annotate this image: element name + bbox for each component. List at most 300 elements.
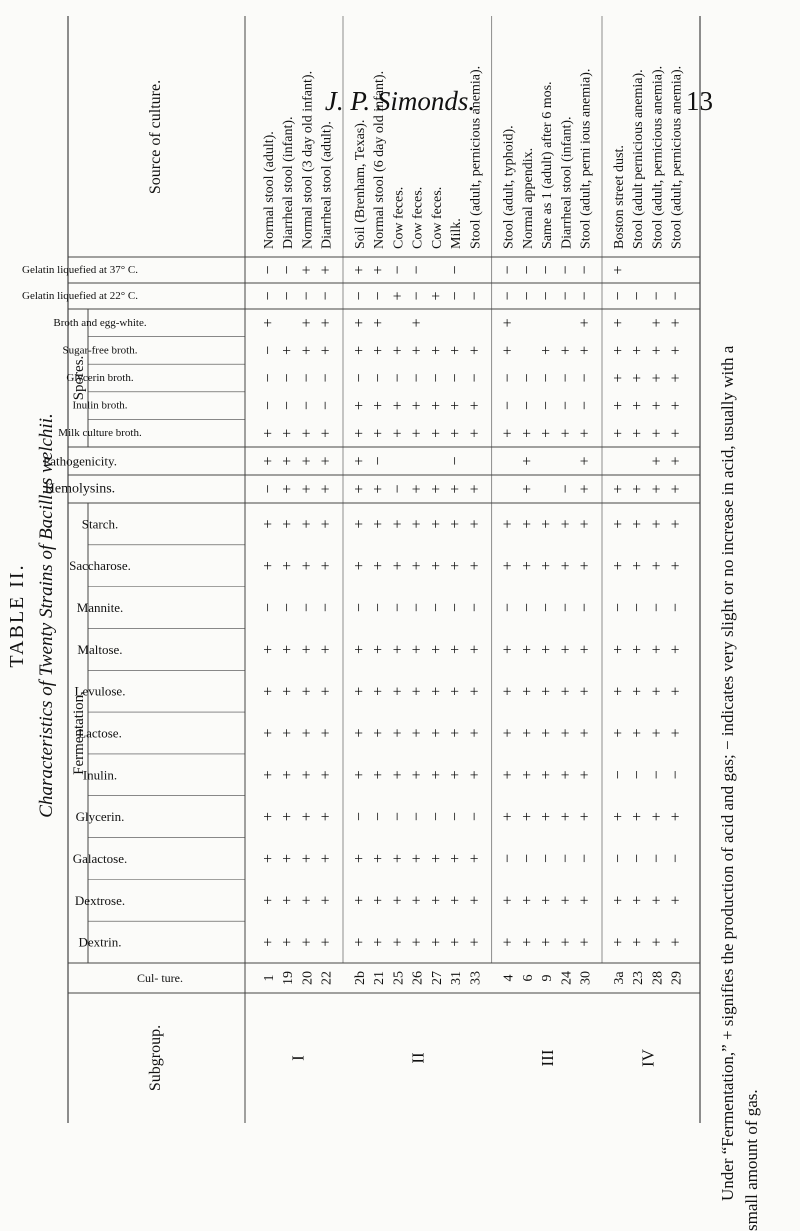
pathogenicity-result: + <box>259 456 277 466</box>
fermentation-result: − <box>447 812 465 822</box>
spores-result: + <box>667 345 685 355</box>
fermentation-result: + <box>370 561 388 571</box>
spores-result: + <box>427 401 445 411</box>
fermentation-result: + <box>259 937 277 947</box>
pathogenicity-result: − <box>370 456 388 466</box>
pathogenicity-result: + <box>518 456 536 466</box>
fermentation-result: + <box>370 770 388 780</box>
fermentation-result: + <box>259 728 277 738</box>
fermentation-result: + <box>629 812 647 822</box>
fermentation-result: + <box>466 895 484 905</box>
spores-header-4: Broth and egg-white. <box>53 316 147 329</box>
fermentation-result: − <box>370 603 388 613</box>
spores-result: + <box>667 373 685 383</box>
fermentation-result: + <box>317 686 335 696</box>
fermentation-result: + <box>427 519 445 529</box>
footnote-line-1: Under “Fermentation,” + signifies the production of acid and gas; − indicates very slight or no increase in acid, usually with a <box>718 345 737 1201</box>
fermentation-result: − <box>499 853 517 863</box>
gelatin-22-result: + <box>427 291 445 301</box>
spores-result: + <box>576 345 594 355</box>
subgroup-label: IV <box>638 1049 658 1067</box>
fermentation-result: + <box>350 519 368 529</box>
spores-result: + <box>350 318 368 328</box>
source-text: Soil (Brenham, Texas). <box>352 119 368 249</box>
fermentation-result: + <box>298 812 316 822</box>
culture-header: Cul- ture. <box>137 971 183 985</box>
fermentation-result: − <box>466 603 484 613</box>
hemolysis-result: + <box>609 484 627 494</box>
fermentation-result: + <box>408 561 426 571</box>
fermentation-result: + <box>350 770 368 780</box>
spores-result: + <box>370 401 388 411</box>
fermentation-result: − <box>629 770 647 780</box>
fermentation-result: + <box>317 561 335 571</box>
fermentation-result: + <box>576 812 594 822</box>
gelatin-22-result: − <box>576 291 594 301</box>
fermentation-result: + <box>499 728 517 738</box>
fermentation-header-9: Saccharose. <box>69 558 131 574</box>
source-text: Normal stool (adult). <box>261 131 277 249</box>
source-text: Cow feces. <box>410 186 426 249</box>
fermentation-result: + <box>350 728 368 738</box>
hemolysis-result: + <box>298 484 316 494</box>
gelatin-37-result: − <box>518 265 536 275</box>
spores-result: + <box>427 428 445 438</box>
table-title: Characteristics of Twenty Strains of Bacillus welchii. <box>36 413 57 818</box>
spores-result: + <box>466 401 484 411</box>
gelatin-22-result: − <box>298 291 316 301</box>
fermentation-result: + <box>298 937 316 947</box>
spores-result: + <box>447 428 465 438</box>
fermentation-result: + <box>427 937 445 947</box>
fermentation-result: − <box>466 812 484 822</box>
hemolysis-result: + <box>317 484 335 494</box>
fermentation-result: + <box>370 644 388 654</box>
spores-result: − <box>317 401 335 411</box>
fermentation-header-1: Dextrose. <box>74 892 126 908</box>
spores-result: + <box>629 428 647 438</box>
gelatin-37-result: − <box>576 265 594 275</box>
spores-result: − <box>408 373 426 383</box>
fermentation-result: + <box>609 728 627 738</box>
hemolysis-result: + <box>279 484 297 494</box>
fermentation-result: − <box>518 603 536 613</box>
spores-result: − <box>466 373 484 383</box>
fermentation-result: + <box>499 686 517 696</box>
fermentation-header-7: Maltose. <box>77 641 123 657</box>
culture-number: 21 <box>372 971 388 985</box>
gelatin-37-result: − <box>279 265 297 275</box>
spores-result: − <box>557 401 575 411</box>
fermentation-result: − <box>648 770 666 780</box>
gelatin-37-result: + <box>317 265 335 275</box>
source-text: Diarrheal stool (infant). <box>559 116 575 249</box>
fermentation-header-3: Glycerin. <box>75 809 125 825</box>
spores-result: + <box>408 318 426 328</box>
fermentation-result: − <box>499 603 517 613</box>
fermentation-result: + <box>408 519 426 529</box>
fermentation-result: + <box>499 561 517 571</box>
spores-result: + <box>629 373 647 383</box>
spores-result: + <box>408 401 426 411</box>
fermentation-result: + <box>538 937 556 947</box>
fermentation-result: + <box>576 937 594 947</box>
spores-result: + <box>609 318 627 328</box>
spores-result: − <box>259 345 277 355</box>
gelatin-22-result: − <box>466 291 484 301</box>
fermentation-result: + <box>298 728 316 738</box>
gelatin-37-result: − <box>557 265 575 275</box>
fermentation-result: + <box>408 644 426 654</box>
fermentation-result: + <box>259 644 277 654</box>
fermentation-result: + <box>427 644 445 654</box>
fermentation-result: + <box>518 686 536 696</box>
fermentation-result: + <box>427 561 445 571</box>
fermentation-result: + <box>667 895 685 905</box>
fermentation-result: + <box>317 812 335 822</box>
fermentation-result: + <box>538 644 556 654</box>
fermentation-result: + <box>609 895 627 905</box>
culture-number: 20 <box>300 971 316 985</box>
source-text: Diarrheal stool (adult). <box>319 121 335 249</box>
gelatin-22-result: − <box>499 291 517 301</box>
gelatin-22-result: − <box>667 291 685 301</box>
gel37-header: Gelatin liquefied at 37° C. <box>22 264 138 276</box>
fermentation-result: + <box>499 644 517 654</box>
spores-result: + <box>259 318 277 328</box>
spores-result: + <box>667 428 685 438</box>
fermentation-result: + <box>447 644 465 654</box>
source-text: Milk. <box>449 218 465 249</box>
spores-result: − <box>427 373 445 383</box>
spores-result: + <box>408 428 426 438</box>
spores-result: + <box>317 345 335 355</box>
spores-result: + <box>576 428 594 438</box>
fermentation-result: + <box>370 519 388 529</box>
hemolysis-result: + <box>648 484 666 494</box>
pathogenicity-result: + <box>298 456 316 466</box>
fermentation-result: + <box>629 686 647 696</box>
gelatin-22-result: − <box>609 291 627 301</box>
footnote-line-2: small amount of gas. <box>742 1089 761 1231</box>
fermentation-result: + <box>370 686 388 696</box>
fermentation-result: − <box>648 853 666 863</box>
spores-result: − <box>389 373 407 383</box>
spores-result: − <box>298 401 316 411</box>
culture-number: 3a <box>611 971 627 985</box>
fermentation-result: − <box>298 603 316 613</box>
spores-result: + <box>298 318 316 328</box>
fermentation-result: + <box>466 937 484 947</box>
spores-result: + <box>317 318 335 328</box>
fermentation-result: − <box>518 853 536 863</box>
spores-result: + <box>538 345 556 355</box>
fermentation-result: + <box>317 728 335 738</box>
pathogenicity-result: + <box>648 456 666 466</box>
fermentation-result: + <box>648 561 666 571</box>
hemolysis-result: + <box>427 484 445 494</box>
culture-number: 2b <box>352 971 368 985</box>
spores-result: + <box>648 345 666 355</box>
fermentation-result: + <box>648 644 666 654</box>
spores-result: + <box>370 345 388 355</box>
gelatin-22-result: − <box>648 291 666 301</box>
fermentation-result: + <box>557 644 575 654</box>
source-text: Cow feces. <box>391 186 407 249</box>
fermentation-result: + <box>317 644 335 654</box>
gelatin-37-result: − <box>408 265 426 275</box>
fermentation-result: + <box>447 686 465 696</box>
gelatin-22-result: − <box>370 291 388 301</box>
fermentation-result: + <box>408 853 426 863</box>
hemolysis-result: + <box>576 484 594 494</box>
fermentation-result: − <box>427 603 445 613</box>
gelatin-22-result: − <box>317 291 335 301</box>
running-head-author: J. P. Simonds. <box>324 86 476 116</box>
pathogenicity-result: + <box>576 456 594 466</box>
fermentation-result: + <box>389 853 407 863</box>
hemolysis-header: Hemolysins. <box>44 481 116 497</box>
spores-result: + <box>576 318 594 328</box>
fermentation-result: + <box>538 728 556 738</box>
fermentation-result: + <box>408 686 426 696</box>
gelatin-22-result: − <box>557 291 575 301</box>
fermentation-result: + <box>557 812 575 822</box>
fermentation-result: + <box>259 895 277 905</box>
subgroup-label: II <box>408 1052 428 1064</box>
fermentation-result: + <box>466 770 484 780</box>
fermentation-result: + <box>279 812 297 822</box>
fermentation-result: + <box>298 561 316 571</box>
fermentation-result: − <box>629 853 647 863</box>
culture-number: 31 <box>449 971 465 985</box>
spores-header-1: Inulin broth. <box>72 399 128 412</box>
fermentation-result: − <box>317 603 335 613</box>
source-text: Normal stool (6 day old infant). <box>372 70 388 249</box>
fermentation-result: + <box>447 895 465 905</box>
fermentation-result: + <box>427 770 445 780</box>
pathogenicity-result: + <box>317 456 335 466</box>
gelatin-37-result: − <box>259 265 277 275</box>
hemolysis-result: + <box>447 484 465 494</box>
spores-result: − <box>447 373 465 383</box>
fermentation-result: − <box>389 603 407 613</box>
spores-result: + <box>466 428 484 438</box>
spores-result: − <box>499 401 517 411</box>
spores-result: + <box>499 428 517 438</box>
source-text: Stool (adult, perni ious anemia). <box>578 68 594 249</box>
fermentation-result: + <box>466 644 484 654</box>
fermentation-result: + <box>259 812 277 822</box>
table-label: TABLE II. <box>6 563 28 668</box>
culture-number: 24 <box>559 971 575 985</box>
fermentation-result: + <box>538 519 556 529</box>
fermentation-result: + <box>499 937 517 947</box>
fermentation-result: + <box>317 519 335 529</box>
pathogenicity-result: − <box>447 456 465 466</box>
fermentation-result: − <box>408 812 426 822</box>
fermentation-result: + <box>350 895 368 905</box>
hemolysis-result: + <box>667 484 685 494</box>
fermentation-result: + <box>317 895 335 905</box>
source-text: Normal appendix. <box>520 147 536 249</box>
fermentation-result: + <box>279 895 297 905</box>
subgroup-header: Subgroup. <box>147 1024 164 1092</box>
spores-result: + <box>609 428 627 438</box>
fermentation-result: + <box>538 770 556 780</box>
fermentation-result: + <box>279 519 297 529</box>
hemolysis-result: + <box>408 484 426 494</box>
fermentation-result: + <box>447 728 465 738</box>
spores-result: + <box>370 318 388 328</box>
spores-group-header: Spores. <box>71 355 87 401</box>
hemolysis-result: + <box>466 484 484 494</box>
spores-result: + <box>370 428 388 438</box>
spores-result: + <box>317 428 335 438</box>
spores-result: + <box>609 401 627 411</box>
fermentation-result: + <box>648 728 666 738</box>
fermentation-result: + <box>609 686 627 696</box>
gelatin-22-result: − <box>408 291 426 301</box>
source-text: Stool (adult, typhoid). <box>501 125 517 249</box>
fermentation-result: + <box>370 728 388 738</box>
fermentation-result: + <box>427 686 445 696</box>
fermentation-result: + <box>427 728 445 738</box>
hemolysis-result: + <box>518 484 536 494</box>
source-text: Stool (adult, pernicious anemia). <box>468 65 484 249</box>
source-text: Diarrheal stool (infant). <box>281 116 297 249</box>
fermentation-result: + <box>447 937 465 947</box>
fermentation-result: + <box>629 519 647 529</box>
spores-result: − <box>259 401 277 411</box>
fermentation-result: + <box>389 644 407 654</box>
spores-result: + <box>447 401 465 411</box>
fermentation-result: + <box>518 812 536 822</box>
spores-result: + <box>466 345 484 355</box>
source-header: Source of culture. <box>147 79 164 195</box>
fermentation-header-6: Levulose. <box>74 683 126 699</box>
fermentation-result: + <box>408 937 426 947</box>
spores-result: + <box>389 345 407 355</box>
fermentation-result: + <box>317 937 335 947</box>
spores-header-0: Milk culture broth. <box>58 427 142 440</box>
fermentation-result: + <box>538 686 556 696</box>
spores-result: + <box>350 428 368 438</box>
fermentation-result: + <box>259 686 277 696</box>
fermentation-result: + <box>576 770 594 780</box>
fermentation-result: − <box>447 603 465 613</box>
fermentation-result: + <box>298 895 316 905</box>
fermentation-result: + <box>447 853 465 863</box>
fermentation-result: + <box>648 519 666 529</box>
spores-result: + <box>298 428 316 438</box>
fermentation-result: + <box>427 895 445 905</box>
fermentation-result: + <box>576 728 594 738</box>
fermentation-header-4: Inulin. <box>82 767 118 783</box>
fermentation-result: − <box>557 853 575 863</box>
pathogenicity-result: + <box>667 456 685 466</box>
culture-number: 9 <box>540 974 556 982</box>
fermentation-result: − <box>427 812 445 822</box>
fermentation-result: − <box>350 603 368 613</box>
fermentation-result: + <box>538 895 556 905</box>
gelatin-22-result: − <box>259 291 277 301</box>
fermentation-result: − <box>350 812 368 822</box>
fermentation-result: + <box>298 686 316 696</box>
fermentation-result: + <box>317 853 335 863</box>
source-text: Normal stool (3 day old infant). <box>300 70 316 249</box>
fermentation-result: + <box>499 812 517 822</box>
fermentation-result: − <box>557 603 575 613</box>
spores-result: + <box>298 345 316 355</box>
fermentation-result: − <box>389 812 407 822</box>
culture-number: 29 <box>669 971 685 985</box>
fermentation-result: + <box>609 644 627 654</box>
spores-result: + <box>259 428 277 438</box>
fermentation-result: + <box>447 561 465 571</box>
fermentation-result: + <box>648 686 666 696</box>
spores-result: + <box>557 345 575 355</box>
fermentation-result: + <box>298 644 316 654</box>
spores-result: + <box>629 401 647 411</box>
fermentation-result: − <box>279 603 297 613</box>
gelatin-37-result: − <box>499 265 517 275</box>
spores-result: + <box>667 401 685 411</box>
gelatin-22-result: − <box>279 291 297 301</box>
spores-result: + <box>499 345 517 355</box>
fermentation-result: − <box>609 853 627 863</box>
culture-number: 22 <box>319 971 335 985</box>
fermentation-result: + <box>370 937 388 947</box>
page-number: 13 <box>686 86 713 116</box>
gelatin-22-result: − <box>447 291 465 301</box>
fermentation-result: − <box>538 853 556 863</box>
pathogenicity-header: Pathogenicity. <box>43 453 117 469</box>
spores-result: + <box>648 428 666 438</box>
fermentation-result: + <box>350 937 368 947</box>
fermentation-result: + <box>518 561 536 571</box>
fermentation-result: + <box>279 686 297 696</box>
gelatin-22-result: + <box>389 291 407 301</box>
fermentation-result: + <box>427 853 445 863</box>
fermentation-result: + <box>466 686 484 696</box>
fermentation-result: + <box>648 895 666 905</box>
fermentation-result: + <box>557 937 575 947</box>
spores-result: + <box>557 428 575 438</box>
culture-number: 30 <box>578 971 594 985</box>
fermentation-result: + <box>538 561 556 571</box>
fermentation-result: + <box>447 519 465 529</box>
fermentation-result: + <box>350 644 368 654</box>
spores-result: + <box>518 428 536 438</box>
fermentation-result: + <box>576 561 594 571</box>
fermentation-result: + <box>557 895 575 905</box>
fermentation-result: + <box>557 728 575 738</box>
fermentation-result: + <box>389 728 407 738</box>
source-text: Same as 1 (adult) after 6 mos. <box>540 81 556 249</box>
fermentation-result: + <box>557 561 575 571</box>
culture-number: 25 <box>391 971 407 985</box>
subgroup-label: I <box>288 1055 308 1061</box>
fermentation-result: + <box>350 853 368 863</box>
fermentation-result: − <box>667 603 685 613</box>
spores-result: + <box>408 345 426 355</box>
culture-number: 19 <box>281 971 297 985</box>
fermentation-result: + <box>408 770 426 780</box>
hemolysis-result: + <box>629 484 647 494</box>
fermentation-result: + <box>667 728 685 738</box>
fermentation-result: + <box>298 770 316 780</box>
